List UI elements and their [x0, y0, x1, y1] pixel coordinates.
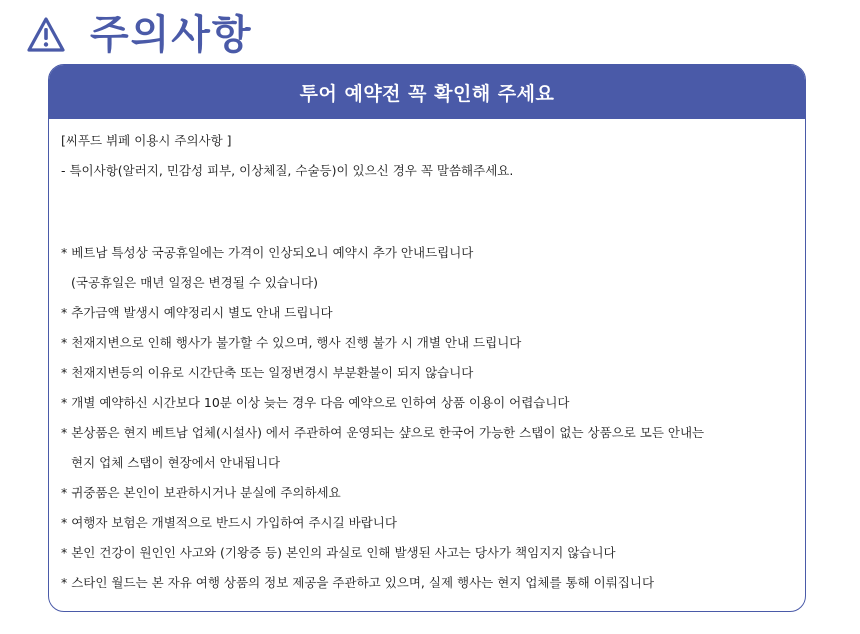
intro-line: - 특이사항(알러지, 민감성 피부, 이상체질, 수술등)이 있으신 경우 꼭 말씀해주세요. — [61, 163, 514, 178]
intro-title: [씨푸드 뷔페 이용시 주의사항 ] — [61, 133, 232, 148]
note-item: * 본상품은 현지 베트남 업체(시설사) 에서 주관하여 운영되는 샾으로 한국어 가능한 스탭이 없는 상품으로 모든 안내는 — [61, 425, 705, 440]
warning-icon — [26, 15, 66, 55]
card-body — [49, 119, 805, 593]
note-item: * 귀중품은 본인이 보관하시거나 분실에 주의하세요 — [61, 485, 341, 500]
card-header: 투어 예약전 꼭 확인해 주세요 — [49, 65, 805, 119]
note-item-continuation: 현지 업체 스탭이 현장에서 안내됩니다 — [71, 455, 281, 470]
spacer — [61, 191, 793, 243]
note-item: * 여행자 보험은 개별적으로 반드시 가입하여 주시길 바랍니다 — [61, 515, 397, 530]
note-item: * 개별 예약하신 시간보다 10분 이상 늦는 경우 다음 예약으로 인하여 상품 이용이 어렵습니다 — [61, 395, 570, 410]
note-item: * 천재지변등의 이유로 시간단축 또는 일정변경시 부분환불이 되지 않습니다 — [61, 365, 474, 380]
note-item-continuation: (국공휴일은 매년 일정은 변경될 수 있습니다) — [71, 275, 318, 290]
note-item: * 본인 건강이 원인인 사고와 (기왕증 등) 본인의 과실로 인해 발생된 사고는 당사가 책임지지 않습니다 — [61, 545, 616, 560]
notice-card — [48, 64, 806, 612]
note-item: * 천재지변으로 인해 행사가 불가할 수 있으며, 행사 진행 불가 시 개별 안내 드립니다 — [61, 335, 522, 350]
note-item: * 스타인 월드는 본 자유 여행 상품의 정보 제공을 주관하고 있으며, 실제 행사는 현지 업체를 통해 이뤄집니다 — [61, 575, 655, 590]
notice-heading — [26, 10, 253, 60]
page-title: 주의사항 — [90, 12, 253, 58]
note-item: * 베트남 특성상 국공휴일에는 가격이 인상되오니 예약시 추가 안내드립니다 — [61, 245, 474, 260]
note-item: * 추가금액 발생시 예약정리시 별도 안내 드립니다 — [61, 305, 333, 320]
